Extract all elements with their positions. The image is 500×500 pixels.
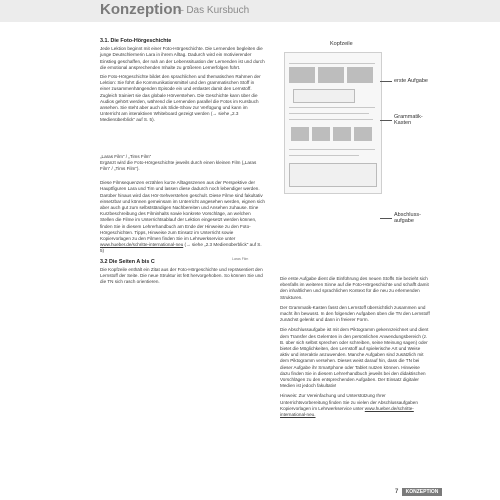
- photo: [289, 67, 315, 83]
- paragraph: Ergänzt wird die Foto-Hörgeschichte jeweils durch einen kleinen Film („Laras Film“ / „Tims Film“).: [100, 159, 257, 172]
- grammar-box: [293, 89, 355, 103]
- page-subtitle: – Das Kursbuch: [178, 5, 250, 16]
- photo: [354, 127, 372, 141]
- website-link[interactable]: www.hueber.de/schritte-international-neu: [100, 242, 184, 248]
- callout-grammatik-kasten: Grammatik- Kasten: [394, 114, 423, 126]
- paragraph: Diese Filmsequenzen erzählen kurze Alltagsszenen aus der Perspektive der Hauptfiguren Lara und Tim und lassen diese dadurch noch lebendiger werden. Darüber hinaus wird das Hör-Sehverstehen geschult. Diese Filme sind fakultativ einsetzbar und können gemeinsam im Unterricht angesehen werden, eignen sich aber auch gut zum selbstständigen Nachbereiten und Ansehen zuhause. Eine Kurzbeschreibung des Filminhalts sowie konkrete Vorschläge, an welchen Stellen die Filme im Unterrichtsablauf der Lektion eingesetzt werden können, finden Sie in diesem Lehrerhandbuch am Ende der Hinweise zu den Foto-Hörgeschichten. Tipps, Hinweise zum Einsatz im Unterricht sowie Kopiervorlagen zu den Filmen finden Sie im Lehrwerkservice unter www.hueber.de/schritte-international-neu (→ siehe „2.3 Medienüberblick“ auf S. 5): [100, 180, 265, 254]
- kursbuch-page-image: [284, 52, 382, 194]
- film-caption: Laras Film: [232, 257, 249, 261]
- section-title-3-1: 3.1. Die Foto-Hörgeschichte: [100, 38, 172, 44]
- left-column: [100, 38, 265, 289]
- photo: [312, 127, 330, 141]
- callout-kopfzeile: Kopfzeile: [330, 41, 353, 47]
- paragraph: Jede Lektion beginnt mit einer Foto-Hörgeschichte. Die Lernenden begleiten die junge Deutschlernerin Lara in ihrem Alltag. Dadurch wird ein motivierender Einstieg geschaffen, der nah an der Lebenssituation der Lernenden ist und durch die emotional ansprechenden Inhalte zu größeren Lernerfolgen führt.: [100, 46, 265, 70]
- paragraph: Hinweis: Zur Vereinfachung und Unterstützung Ihrer Unterrichtsvorbereitung finden Sie zu vielen der Abschlussaufgaben Kopiervorlagen im Lehrwerkservice unter www.hueber.de/schritte-international-neu.: [280, 393, 418, 418]
- website-link[interactable]: www.hueber.de/schritte-international-neu.: [280, 405, 414, 418]
- paragraph: Die Abschlussaufgabe ist mit dem Piktogramm gekennzeichnet und dient dem Transfer des Gelernten in den persönlichen Anwendungsbereich (z. B. über sich selbst sprechen oder schreiben, seine Meinung sagen) oder bietet die Möglichkeiten, den Lernstoff auf spielerische Art und Weise aktiv und interaktiv anzuwenden. Manche Aufgaben sind zusätzlich mit dem Piktogramm versehen. Dieses weist darauf hin, dass die TN bei dieser Aufgabe ihr Smartphone oder Tablet nutzen können. Hinweise dazu finden Sie in diesem Lehrerhandbuch jeweils bei den didaktischen Vorschlägen zu den entsprechenden Aufgaben. Der Einsatz digitaler Medien ist jedoch fakultativ!: [280, 327, 429, 389]
- header-bar: [0, 0, 500, 22]
- photo: [333, 127, 351, 141]
- callout-abschlussaufgabe: Abschluss- aufgabe: [394, 212, 421, 224]
- paragraph: Die erste Aufgabe dient die Einführung des neuen Stoffs Sie bezieht sich ebenfalls im weiteren Sinne auf die Foto-Hörgeschichte und schafft damit den inhaltlichen und sprachlichen Kontext für die neu zu erlernenden Strukturen.: [280, 276, 429, 300]
- photo: [318, 67, 344, 83]
- paragraph: Die Foto-Hörgeschichte bildet den sprachlichen und thematischen Rahmen der Lektion: Sie führt die Kommunikationsmittel und den grammatischen Stoff in einer zusammenhängenden Episode ein und entlastet damit den Lernstoff. Zugleich trainiert sie das globale Hörverstehen. Die Geschichte kann über die Audios gehört werden, während die Lernenden parallel die Fotos im Kursbuch ansehen. Sie steht aber auch als Slide-Show zur Verfügung und kann im Unterricht am interaktiven Whiteboard gezeigt werden (→ siehe „2.3 Medienüberblick“ auf S. 5).: [100, 74, 261, 123]
- paragraph: Der Grammatik-Kasten fasst den Lernstoff übersichtlich zusammen und macht ihn bewusst. In den folgenden Aufgaben üben die TN den Lernstoff zunächst gelenkt und dann in freierer Form.: [280, 304, 430, 323]
- paragraph-film-title: „Laras Film“ / „Tims Film“: [100, 153, 152, 159]
- photo: [347, 67, 373, 83]
- page-number: 7: [395, 489, 399, 495]
- page-title: Konzeption: [100, 1, 182, 18]
- final-task-box: [289, 163, 377, 187]
- right-column: [280, 276, 430, 422]
- callout-erste-aufgabe: erste Aufgabe: [394, 78, 428, 84]
- paragraph: Die Kopfzeile enthält ein Zitat aus der Foto-Hörgeschichte und repräsentiert den Lernstoff der Seite. Die neue Struktur ist fett hervorgehoben. So können Sie und die TN sich rasch orientieren.: [100, 266, 263, 285]
- footer-section-tag: KONZEPTION: [402, 488, 442, 496]
- section-title-3-2: 3.2 Die Seiten A bis C: [100, 258, 155, 265]
- photo: [291, 127, 309, 141]
